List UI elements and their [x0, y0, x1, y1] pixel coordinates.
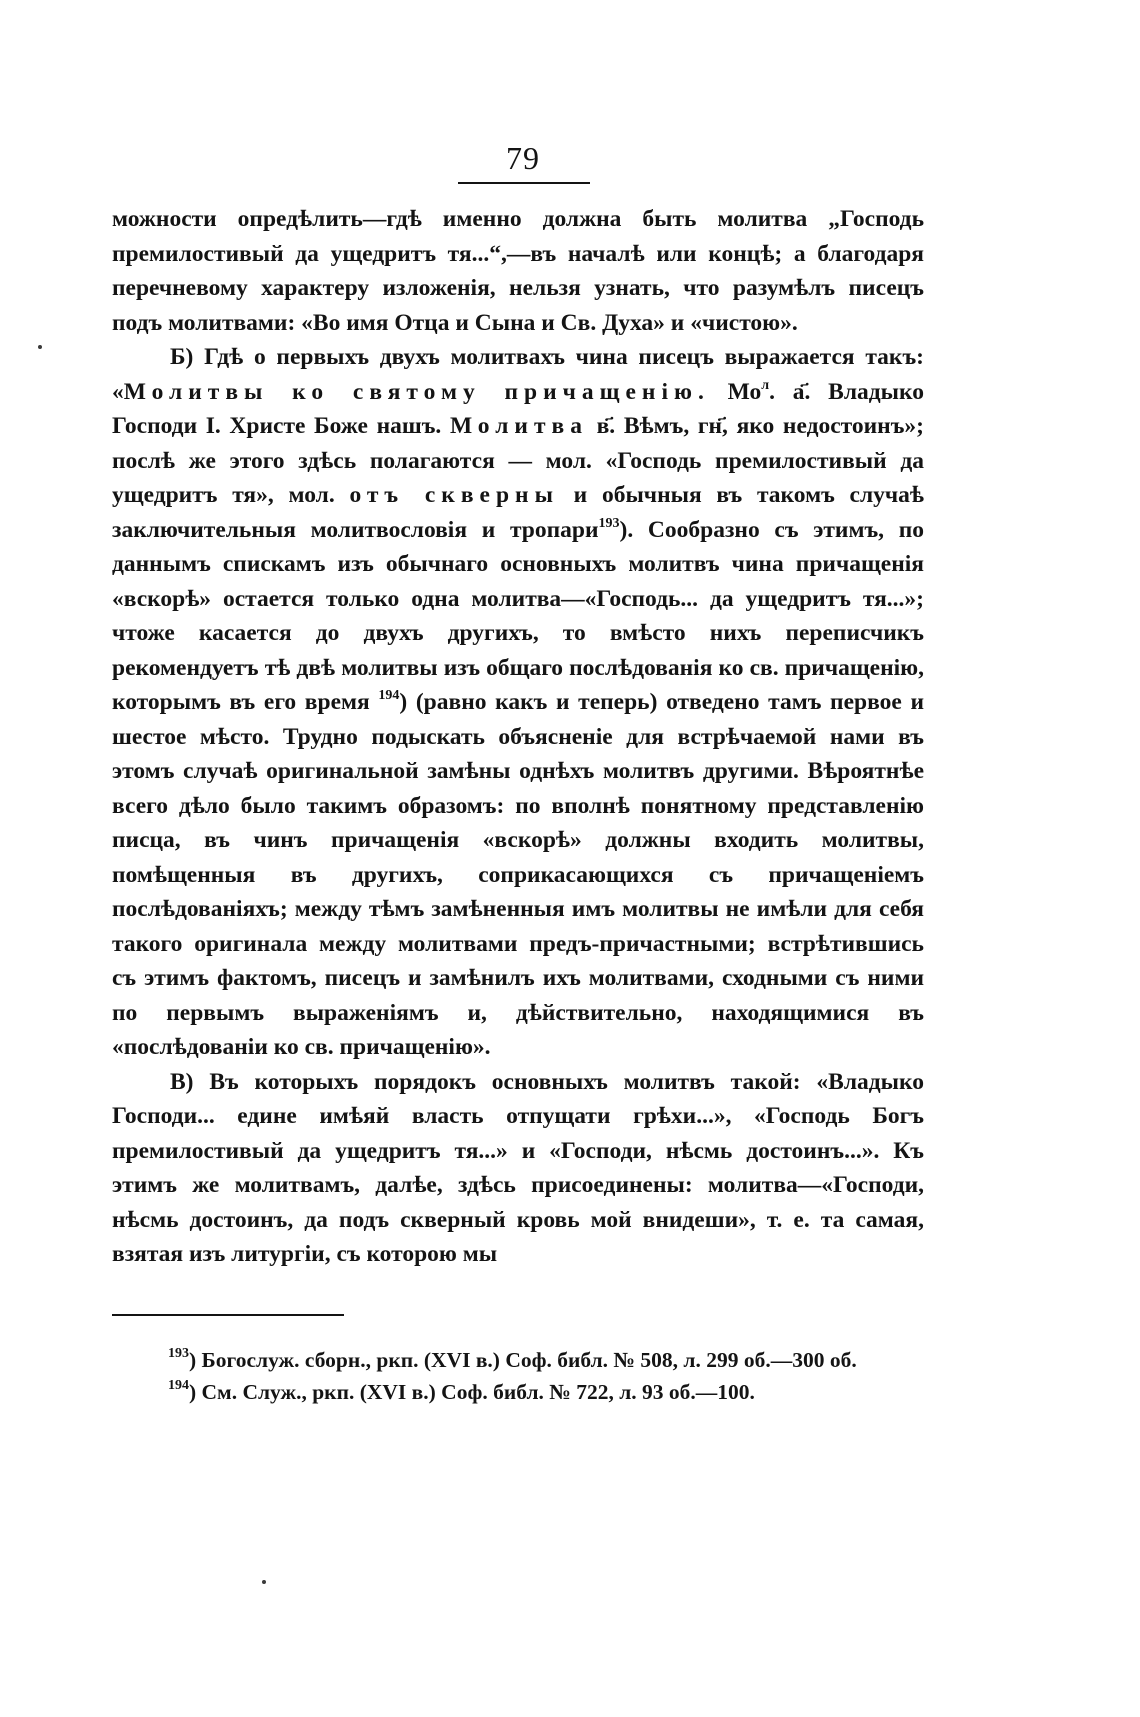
paragraph-continuation: можности опредѣлить—гдѣ именно должна быть молитва „Господь премилостивый да ущедритъ тя...“,—въ началѣ или концѣ; а благодаря перечневому характеру изложенія, нельзя узнать, что разумѣлъ писецъ подъ молитвами: «Во имя Отца и Сына и Св. Духа» и «чистою». [112, 206, 924, 336]
paragraph-b-text-h: и обычныя въ такомъ случаѣ заключительныя молитвословія и тропари [112, 482, 924, 543]
superscript-abbreviation: л [761, 377, 770, 393]
paragraph-b-spaced-heading: Молитвы ко святому причащенію. [123, 378, 710, 405]
page-number-rule [458, 182, 590, 184]
paragraph-b-text-f: в҃. Вѣмъ, гн҃, яко недостоинъ»; послѣ же этого здѣсь полагаются — мол. «Господь премилостивый да ущедритъ тя», мол. [112, 413, 924, 508]
paragraph-b-text-d: . а҃. Владыко Господи І. Христе Боже нашъ. [112, 378, 924, 439]
footnote-ref-194[interactable]: 194 [378, 688, 400, 703]
paragraph-b-text-i: ). Сообразно съ этимъ, по даннымъ спискамъ изъ обычнаго основныхъ молитвъ чина причащенія «вскорѣ» остается только одна молитва—«Господь... да ущедритъ тя...»; чтоже касается до двухъ другихъ, то вмѣсто нихъ переписчикъ рекомендуетъ тѣ двѣ молитвы изъ общаго послѣдованія ко св. причащенію, которымъ въ его время [112, 516, 925, 715]
footnote-marker: 193 [168, 1345, 189, 1361]
page-number: 79 [506, 140, 540, 176]
footnote-marker: 194 [168, 1377, 189, 1393]
paragraph-b-text-j: ) (равно какъ и теперь) отведено тамъ первое и шестое мѣсто. Трудно подыскать объясненіе для встрѣчаемой нами въ этомъ случаѣ оригинальной замѣны однѣхъ молитвъ другими. Вѣроятнѣе всего дѣло было такимъ образомъ: по вполнѣ понятному представленію писца, въ чинъ причащенія «вскорѣ» должны входить молитвы, помѣщенныя въ другихъ, соприкасающихся съ причащеніемъ послѣдованіяхъ; между тѣмъ замѣненныя имъ молитвы не имѣли для себя такого оригинала между молитвами предъ-причастными; встрѣтившись съ этимъ фактомъ, писецъ и замѣнилъ ихъ молитвами, сходными съ ними по первымъ выраженіямъ и, дѣйствительно, находящимися въ «послѣдованіи ко св. причащенію». [112, 689, 924, 1060]
scan-speck [262, 1580, 266, 1584]
footnote-text: ) См. Служ., ркп. (XVI в.) Соф. библ. № 722, л. 93 об.—100. [189, 1379, 755, 1404]
footnote-ref-193[interactable]: 193 [598, 515, 620, 531]
paragraph-b-spaced-skverny: отъ скверны [349, 482, 559, 508]
footnote-194 [112, 1376, 924, 1408]
paragraph-b-spaced-molitva: Молитва [449, 413, 588, 439]
footnote-193 [112, 1344, 924, 1376]
footnotes [112, 1344, 924, 1408]
body-text [112, 202, 924, 1272]
paragraph-b-text-a: Б) Гдѣ о первыхъ двухъ молитвахъ чина писецъ выражается такъ: « [112, 344, 924, 405]
footnote-text: ) Богослуж. сборн., ркп. (XVI в.) Соф. библ. № 508, л. 299 об.—300 об. [189, 1347, 857, 1372]
paragraph-b-text-c: Мо [709, 378, 762, 405]
paragraph-b [112, 340, 924, 1065]
footnote-separator [112, 1314, 344, 1316]
paragraph-v: В) Въ которыхъ порядокъ основныхъ молитвъ такой: «Владыко Господи... едине имѣяй власть отпущати грѣхи...», «Господь Богъ премилостивый да ущедритъ тя...» и «Господи, нѣсмь достоинъ...». Къ этимъ же молитвамъ, далѣе, здѣсь присоединены: молитва—«Господи, нѣсмь достоинъ, да подъ скверный кровь мой внидеши», т. е. та самая, взятая изъ литургіи, съ которою мы [112, 1068, 924, 1267]
scan-speck [38, 345, 42, 349]
book-page [112, 138, 924, 1408]
